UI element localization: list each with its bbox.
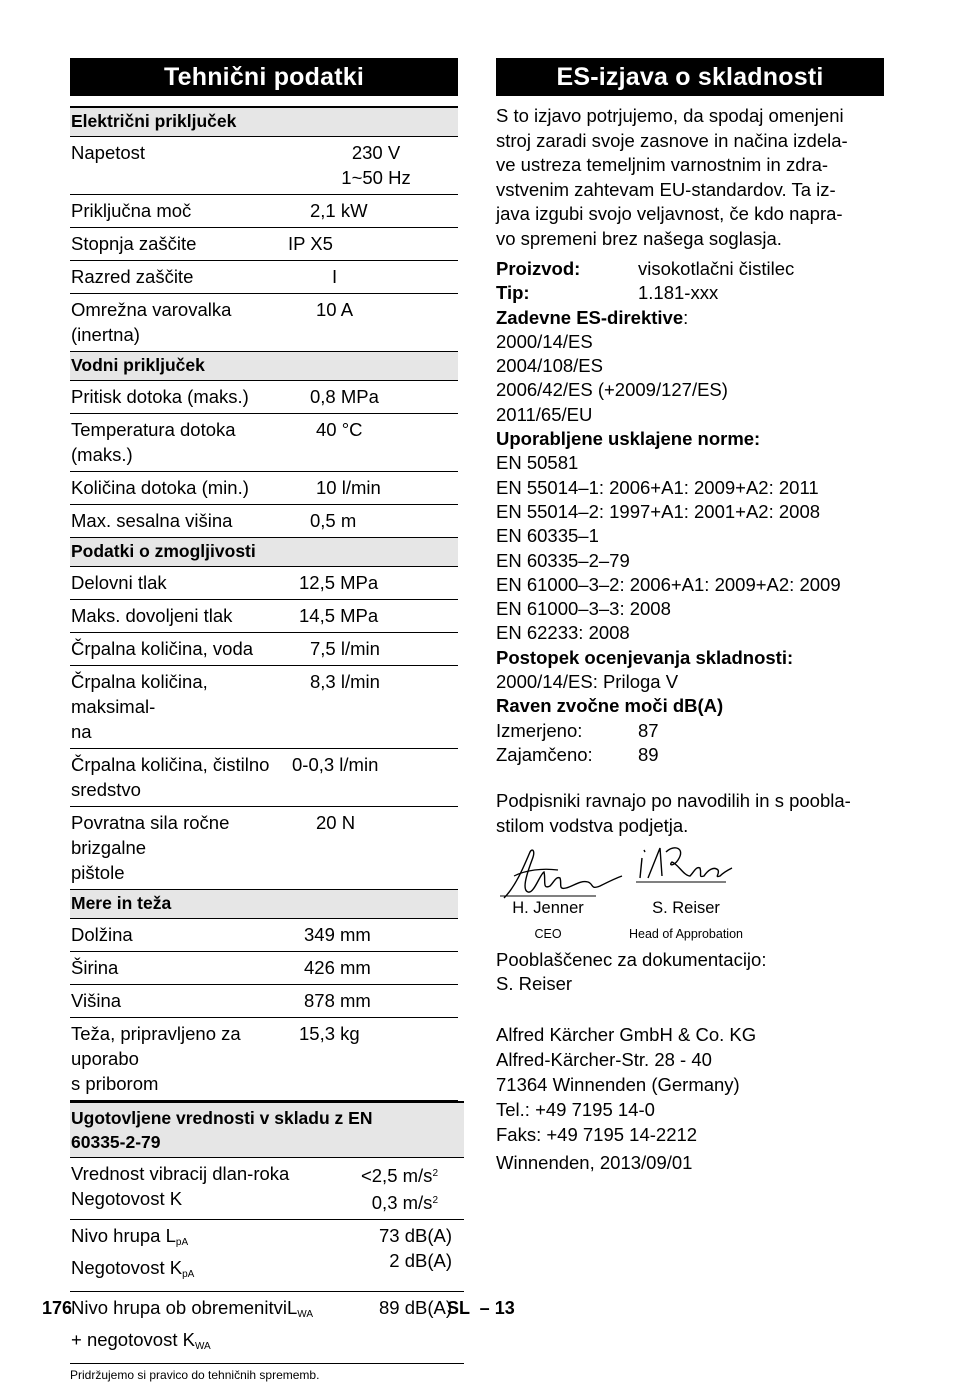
place-date: Winnenden, 2013/09/01 xyxy=(496,1152,693,1174)
section-electrical: Električni priključek xyxy=(70,107,458,137)
authorized-person: Pooblaščenec za dokumentacijo: S. Reiser xyxy=(496,948,767,995)
page-number: 176 xyxy=(42,1298,73,1318)
section-performance: Podatki o zmogljivosti xyxy=(70,538,458,567)
signatory-jenner: H. Jenner CEO xyxy=(512,898,584,942)
technical-data-column xyxy=(70,58,464,1382)
footnote: Pridržujemo si pravico do tehničnih sprememb. xyxy=(70,1368,320,1382)
signature-reiser-image xyxy=(634,842,734,892)
table-row: Višina 878 mm xyxy=(70,985,458,1018)
table-row: Vrednost vibracij dlan-roka Negotovost K <2,5 $m/s^2$ 0,3 $m/s^2$ xyxy=(70,1158,464,1220)
table-row: Max. sesalna višina 0,5 m xyxy=(70,505,458,538)
measured-row: Izmerjeno: 87 xyxy=(496,719,659,741)
section-dimensions: Mere in teža xyxy=(70,890,458,919)
norms-list: EN 50581 EN 55014–1: 2006+A1: 2009+A2: 2011 EN 55014–2: 1997+A1: 2001+A2: 2008 EN 60335–1 EN 60335–2–79 EN 61000–3–2: 2006+A1: 2009+A2: 2009 EN 61000–3–3: 2008 EN 62233: 2008 xyxy=(496,452,841,644)
technical-data-table xyxy=(70,106,458,1101)
directives-label: Zadevne ES-direktive: xyxy=(496,306,689,328)
table-row: Razred zaščite I xyxy=(70,261,458,294)
table-row: Teža, pripravljeno za uporabo s priborom 15,3 kg xyxy=(70,1018,458,1101)
table-row: Črpalna količina, maksimal- na 8,3 l/min xyxy=(70,666,458,749)
declaration-body xyxy=(496,104,884,1176)
technical-data-title: Tehnični podatki xyxy=(70,58,458,96)
guaranteed-row: Zajamčeno: 89 xyxy=(496,743,659,765)
procedure-value: 2000/14/ES: Priloga V xyxy=(496,671,679,693)
sound-power-label: Raven zvočne moči dB(A) xyxy=(496,695,724,717)
table-row: Stopnja zaščite IP X5 xyxy=(70,228,458,261)
table-row: Dolžina 349 mm xyxy=(70,919,458,952)
table-row: Črpalna količina, voda 7,5 l/min xyxy=(70,633,458,666)
norms-label: Uporabljene usklajene norme: xyxy=(496,428,761,450)
table-row: Maks. dovoljeni tlak 14,5 MPa xyxy=(70,600,458,633)
signatures xyxy=(496,846,884,942)
table-row: Širina 426 mm xyxy=(70,952,458,985)
page-code: SL – 13 xyxy=(447,1298,515,1318)
signatories-note: Podpisniki ravnajo po navodilih in s poobla- stilom vodstva podjetja. xyxy=(496,790,851,836)
declaration-column xyxy=(496,58,884,1176)
table-row: Temperatura dotoka (maks.) 40 °C xyxy=(70,414,458,472)
table-row: Nivo hrupa ob obremenitviL$_{WA}$ + negotovost $K_{WA}$ 89 dB(A) xyxy=(70,1292,464,1364)
table-row: Nivo hrupa $L_{pA}$ Negotovost $K_{pA}$ 73 dB(A) 2 dB(A) xyxy=(70,1220,464,1292)
product-row: Proizvod: visokotlačni čistilec xyxy=(496,258,795,279)
emission-values-table xyxy=(70,1101,464,1364)
table-row: Pritisk dotoka (maks.) 0,8 MPa xyxy=(70,381,458,414)
table-row: Delovni tlak 12,5 MPa xyxy=(70,567,458,600)
table-row: Črpalna količina, čistilno sredstvo 0-0,3 l/min xyxy=(70,749,458,807)
directives-list: 2000/14/ES 2004/108/ES 2006/42/ES (+2009/127/ES) 2011/65/EU xyxy=(496,330,728,425)
table-row: Priključna moč 2,1 kW xyxy=(70,195,458,228)
procedure-label: Postopek ocenjevanja skladnosti: xyxy=(496,646,794,668)
table-row: Povratna sila ročne brizgalne pištole 20 N xyxy=(70,807,458,890)
table-row: Omrežna varovalka (inertna) 10 A xyxy=(70,294,458,352)
company-address: Alfred Kärcher GmbH & Co. KG Alfred-Kärcher-Str. 28 - 40 71364 Winnenden (Germany) Tel.: +49 7195 14-0 Faks: +49 7195 14-2212 xyxy=(496,1024,757,1146)
section-emission: Ugotovljene vrednosti v skladu z EN 60335-2-79 xyxy=(70,1102,464,1158)
type-row: Tip: 1.181-xxx xyxy=(496,282,719,304)
table-row: Napetost 230 V 1~50 Hz xyxy=(70,137,458,195)
declaration-title: ES-izjava o skladnosti xyxy=(496,58,884,96)
declaration-intro: S to izjavo potrjujemo, da spodaj omenjeni stroj zaradi svoje zasnove in načina izdela- ve ustreza temeljnim varnostnim in zdra- vstvenim zahtevam EU-standardov. Ta iz- java izgubi svojo veljavnost, če kdo napra- vo spremeni brez našega soglasja. xyxy=(496,105,848,249)
table-row: Količina dotoka (min.) 10 l/min xyxy=(70,472,458,505)
signatory-reiser: S. Reiser Head of Approbation xyxy=(629,898,743,942)
section-water: Vodni priključek xyxy=(70,352,458,381)
